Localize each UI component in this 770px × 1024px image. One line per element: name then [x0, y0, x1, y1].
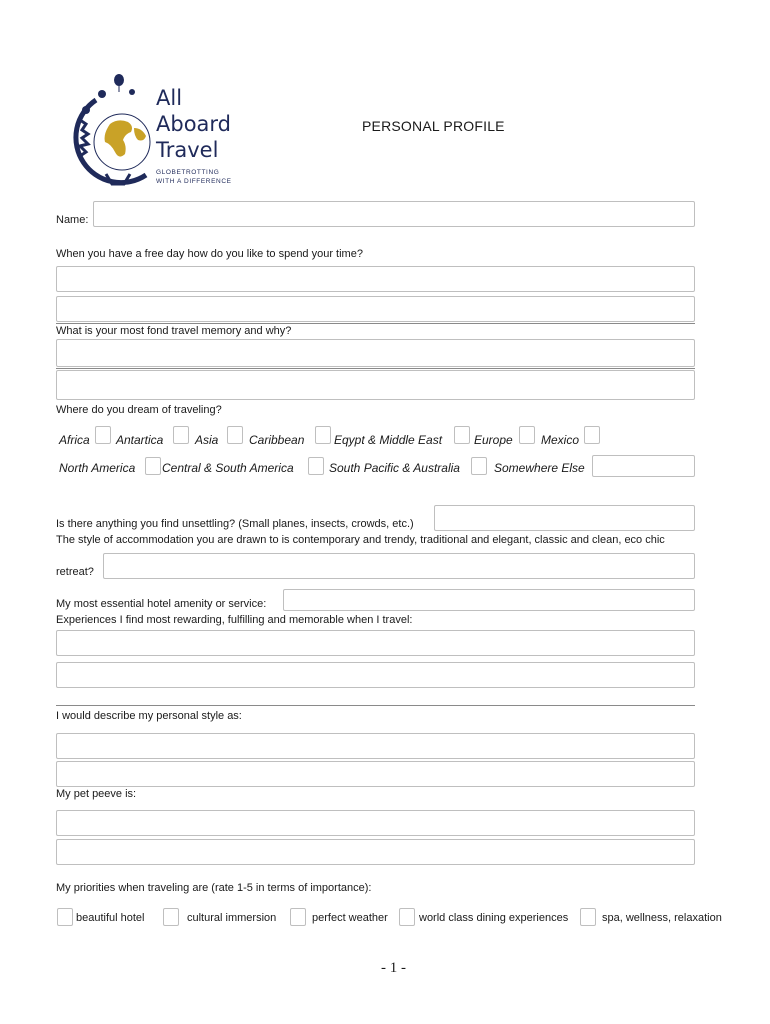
destination-north-america-label: North America [59, 461, 136, 475]
priorities-label: My priorities when traveling are (rate 1-5 in terms of importance): [56, 882, 372, 894]
destination-africa-label: Africa [59, 433, 90, 447]
experiences-label: Experiences I find most rewarding, fulfilling and memorable when I travel: [56, 614, 413, 626]
priority-perfect-weather-label: perfect weather [312, 912, 388, 924]
brand-tagline2: WITH A DIFFERENCE [156, 178, 232, 185]
pet-peeve-field-2[interactable] [56, 839, 695, 865]
divider [56, 368, 695, 369]
destination-central-south-america-checkbox[interactable] [308, 457, 324, 475]
pet-peeve-field-1[interactable] [56, 810, 695, 836]
destination-antartica-checkbox[interactable] [173, 426, 189, 444]
destination-north-america-checkbox[interactable] [145, 457, 161, 475]
page-title: PERSONAL PROFILE [362, 118, 505, 134]
destination-asia-label: Asia [195, 433, 219, 447]
priority-spa-label: spa, wellness, relaxation [602, 912, 722, 924]
memory-field-1[interactable] [56, 339, 695, 367]
divider [56, 323, 695, 324]
priority-cultural-immersion-box[interactable] [163, 908, 179, 926]
page-number: - 1 - [381, 960, 406, 976]
brand-name-line2: Aboard [156, 112, 232, 136]
divider [56, 705, 695, 706]
destination-mexico-label: Mexico [541, 433, 580, 447]
destination-mexico-checkbox[interactable] [584, 426, 600, 444]
destination-egypt-checkbox[interactable] [454, 426, 470, 444]
destination-egypt-label: Eqypt & Middle East [334, 433, 443, 447]
dream-label: Where do you dream of traveling? [56, 404, 222, 416]
memory-label: What is your most fond travel memory and why? [56, 325, 292, 337]
destination-europe-checkbox[interactable] [519, 426, 535, 444]
brand-name-line1: All [156, 86, 183, 110]
priority-perfect-weather-box[interactable] [290, 908, 306, 926]
priority-beautiful-hotel-box[interactable] [57, 908, 73, 926]
accommodation-field[interactable] [103, 553, 695, 579]
name-label: Name: [56, 214, 89, 226]
retreat-label: retreat? [56, 566, 94, 578]
brand-name-line3: Travel [156, 138, 219, 162]
brand-logo [66, 70, 246, 190]
priority-dining-label: world class dining experiences [419, 912, 569, 924]
memory-field-2[interactable] [56, 370, 695, 400]
destination-africa-checkbox[interactable] [95, 426, 111, 444]
priority-dining-box[interactable] [399, 908, 415, 926]
name-field[interactable] [93, 201, 695, 227]
free-day-field-1[interactable] [56, 266, 695, 292]
destination-south-pacific-checkbox[interactable] [471, 457, 487, 475]
destination-antartica-label: Antartica [116, 433, 164, 447]
destination-somewhere-else-label: Somewhere Else [494, 461, 585, 475]
free-day-label: When you have a free day how do you like to spend your time? [56, 248, 363, 260]
brand-tagline1: GLOBETROTTING [156, 169, 220, 176]
destination-asia-checkbox[interactable] [227, 426, 243, 444]
destination-caribbean-checkbox[interactable] [315, 426, 331, 444]
destination-caribbean-label: Caribbean [249, 433, 305, 447]
unsettling-label: Is there anything you find unsettling? (Small planes, insects, crowds, etc.) [56, 518, 414, 530]
priority-spa-box[interactable] [580, 908, 596, 926]
personal-style-label: I would describe my personal style as: [56, 710, 242, 722]
experiences-field-1[interactable] [56, 630, 695, 656]
unsettling-field[interactable] [434, 505, 695, 531]
free-day-field-2[interactable] [56, 296, 695, 322]
destination-europe-label: Europe [474, 433, 513, 447]
amenity-field[interactable] [283, 589, 695, 611]
somewhere-else-field[interactable] [592, 455, 695, 477]
experiences-field-2[interactable] [56, 662, 695, 688]
personal-style-field-2[interactable] [56, 761, 695, 787]
personal-style-field-1[interactable] [56, 733, 695, 759]
destination-south-pacific-label: South Pacific & Australia [329, 461, 460, 475]
destination-central-south-america-label: Central & South America [162, 461, 294, 475]
priority-cultural-immersion-label: cultural immersion [187, 912, 277, 924]
pet-peeve-label: My pet peeve is: [56, 788, 137, 800]
globe-icon [66, 70, 156, 190]
accommodation-label: The style of accommodation you are drawn to is contemporary and trendy, traditional and elegant, classic and clean, eco chic [56, 534, 665, 546]
amenity-label: My most essential hotel amenity or service: [56, 598, 267, 610]
priority-beautiful-hotel-label: beautiful hotel [76, 912, 145, 924]
